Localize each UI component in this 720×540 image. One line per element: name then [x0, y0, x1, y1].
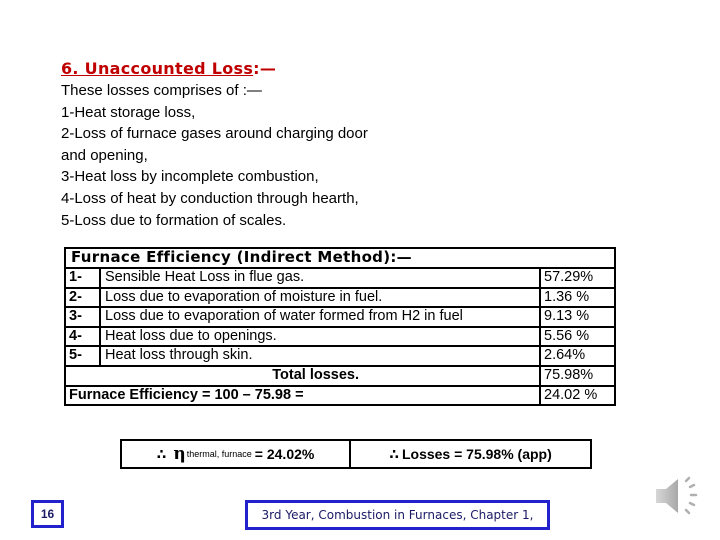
row-number: 4- — [65, 327, 100, 347]
total-value: 75.98% — [540, 366, 615, 386]
row-value: 1.36 % — [540, 288, 615, 308]
row-value: 9.13 % — [540, 307, 615, 327]
row-number: 2- — [65, 288, 100, 308]
section-heading-text: 6. Unaccounted Loss — [61, 59, 254, 78]
total-row — [65, 366, 615, 386]
row-value: 5.56 % — [540, 327, 615, 347]
losses-result — [351, 441, 590, 467]
thermal-efficiency-result — [122, 441, 351, 467]
intro-line: 5-Loss due to formation of scales. — [61, 211, 287, 229]
row-description: Sensible Heat Loss in flue gas. — [100, 268, 540, 288]
table-row — [65, 327, 615, 347]
furnace-efficiency-table — [64, 247, 616, 406]
row-value: 57.29% — [540, 268, 615, 288]
row-value: 2.64% — [540, 346, 615, 366]
table-row — [65, 307, 615, 327]
footer-title: 3rd Year, Combustion in Furnaces, Chapter 1, — [245, 500, 550, 530]
table-header-row — [65, 248, 615, 268]
losses-description — [61, 80, 421, 231]
intro-lead: These losses comprises of :— — [61, 82, 262, 99]
row-description: Loss due to evaporation of water formed from H2 in fuel — [100, 307, 540, 327]
page-number: 16 — [31, 500, 64, 528]
section-heading-suffix: :— — [253, 59, 277, 78]
eta-subscript: thermal, furnace — [186, 449, 252, 459]
table-row — [65, 268, 615, 288]
row-number: 3- — [65, 307, 100, 327]
speaker-icon[interactable] — [654, 475, 704, 517]
row-number: 1- — [65, 268, 100, 288]
row-number: 5- — [65, 346, 100, 366]
eta-symbol: η — [173, 444, 186, 464]
intro-line: 4-Loss of heat by conduction through hearth, — [61, 189, 359, 207]
section-heading — [61, 59, 276, 78]
intro-line: 3-Heat loss by incomplete combustion, — [61, 168, 319, 186]
intro-line: 2-Loss of furnace gases around charging door — [61, 125, 368, 143]
table-row — [65, 288, 615, 308]
intro-line: and opening, — [61, 146, 148, 164]
result-box — [120, 439, 592, 469]
therefore-symbol: ∴ — [389, 445, 399, 462]
efficiency-row — [65, 386, 615, 406]
efficiency-label: Furnace Efficiency = 100 – 75.98 = — [65, 386, 540, 406]
total-label: Total losses. — [65, 366, 540, 386]
row-description: Heat loss due to openings. — [100, 327, 540, 347]
row-description: Heat loss through skin. — [100, 346, 540, 366]
table-title: Furnace Efficiency (Indirect Method):— — [65, 248, 615, 268]
table-row — [65, 346, 615, 366]
intro-line: 1-Heat storage loss, — [61, 103, 196, 121]
therefore-symbol: ∴ — [156, 445, 167, 462]
row-description: Loss due to evaporation of moisture in fuel. — [100, 288, 540, 308]
eta-value: = 24.02% — [254, 446, 315, 462]
efficiency-value: 24.02 % — [540, 386, 615, 406]
losses-value: Losses = 75.98% (app) — [401, 446, 552, 462]
